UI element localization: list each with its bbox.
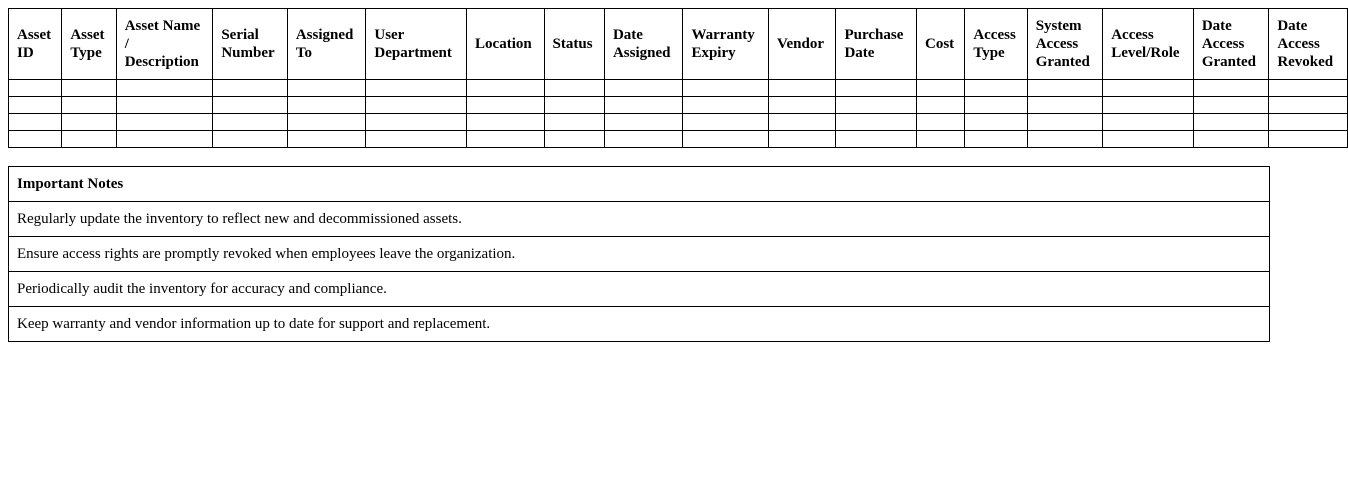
table-cell — [1269, 131, 1348, 148]
table-row — [9, 114, 1348, 131]
column-header-date-access-granted: Date Access Granted — [1193, 9, 1269, 80]
table-cell — [116, 131, 213, 148]
table-cell — [467, 131, 545, 148]
column-header-purchase-date: Purchase Date — [836, 9, 917, 80]
column-header-asset-name: Asset Name / Description — [116, 9, 213, 80]
note-text: Periodically audit the inventory for accuracy and compliance. — [9, 272, 1270, 307]
column-header-location: Location — [467, 9, 545, 80]
table-cell — [965, 80, 1027, 97]
table-cell — [604, 80, 683, 97]
table-cell — [9, 97, 62, 114]
table-cell — [1193, 80, 1269, 97]
table-cell — [62, 131, 116, 148]
column-header-asset-type: Asset Type — [62, 9, 116, 80]
table-row — [9, 97, 1348, 114]
table-cell — [1269, 97, 1348, 114]
table-cell — [769, 114, 836, 131]
table-cell — [917, 97, 965, 114]
table-cell — [62, 114, 116, 131]
table-cell — [1027, 97, 1103, 114]
table-cell — [467, 97, 545, 114]
table-cell — [9, 131, 62, 148]
list-item — [9, 202, 1270, 237]
table-cell — [965, 97, 1027, 114]
table-cell — [287, 131, 366, 148]
table-cell — [769, 131, 836, 148]
table-cell — [683, 97, 769, 114]
table-cell — [9, 80, 62, 97]
table-cell — [544, 97, 604, 114]
inventory-table-container — [8, 8, 1334, 148]
table-cell — [917, 80, 965, 97]
column-header-asset-id: Asset ID — [9, 9, 62, 80]
table-cell — [9, 114, 62, 131]
table-cell — [544, 114, 604, 131]
table-cell — [965, 131, 1027, 148]
table-cell — [769, 80, 836, 97]
column-header-access-type: Access Type — [965, 9, 1027, 80]
table-cell — [1193, 131, 1269, 148]
column-header-cost: Cost — [917, 9, 965, 80]
table-cell — [604, 114, 683, 131]
table-cell — [1269, 80, 1348, 97]
table-cell — [1193, 97, 1269, 114]
table-cell — [1103, 114, 1194, 131]
table-cell — [769, 97, 836, 114]
column-header-warranty-expiry: Warranty Expiry — [683, 9, 769, 80]
table-cell — [836, 97, 917, 114]
table-cell — [683, 80, 769, 97]
table-cell — [544, 80, 604, 97]
list-item — [9, 307, 1270, 342]
table-cell — [1027, 114, 1103, 131]
table-cell — [287, 80, 366, 97]
table-row — [9, 80, 1348, 97]
table-cell — [213, 80, 288, 97]
table-cell — [836, 114, 917, 131]
table-cell — [1027, 131, 1103, 148]
table-cell — [366, 131, 467, 148]
table-cell — [604, 97, 683, 114]
column-header-serial-number: Serial Number — [213, 9, 288, 80]
column-header-assigned-to: Assigned To — [287, 9, 366, 80]
column-header-system-access-granted: System Access Granted — [1027, 9, 1103, 80]
table-cell — [62, 97, 116, 114]
table-cell — [287, 97, 366, 114]
column-header-access-level-role: Access Level/Role — [1103, 9, 1194, 80]
note-text: Regularly update the inventory to reflect new and decommissioned assets. — [9, 202, 1270, 237]
table-cell — [604, 131, 683, 148]
column-header-status: Status — [544, 9, 604, 80]
important-notes-table — [8, 166, 1270, 342]
table-cell — [836, 131, 917, 148]
table-cell — [62, 80, 116, 97]
notes-title-row — [9, 167, 1270, 202]
table-cell — [116, 97, 213, 114]
table-cell — [366, 97, 467, 114]
table-cell — [366, 114, 467, 131]
table-row — [9, 131, 1348, 148]
table-cell — [917, 114, 965, 131]
table-cell — [683, 131, 769, 148]
header-row — [9, 9, 1348, 80]
column-header-vendor: Vendor — [769, 9, 836, 80]
column-header-user-department: User Department — [366, 9, 467, 80]
table-cell — [683, 114, 769, 131]
table-cell — [1103, 97, 1194, 114]
table-cell — [1269, 114, 1348, 131]
table-cell — [1103, 80, 1194, 97]
table-cell — [467, 80, 545, 97]
table-cell — [213, 131, 288, 148]
list-item — [9, 272, 1270, 307]
note-text: Keep warranty and vendor information up to date for support and replacement. — [9, 307, 1270, 342]
column-header-date-assigned: Date Assigned — [604, 9, 683, 80]
table-cell — [1193, 114, 1269, 131]
table-cell — [1103, 131, 1194, 148]
table-cell — [965, 114, 1027, 131]
column-header-date-access-revoked: Date Access Revoked — [1269, 9, 1348, 80]
table-cell — [917, 131, 965, 148]
table-cell — [213, 97, 288, 114]
table-cell — [287, 114, 366, 131]
notes-title: Important Notes — [9, 167, 1270, 202]
note-text: Ensure access rights are promptly revoked when employees leave the organization. — [9, 237, 1270, 272]
table-cell — [1027, 80, 1103, 97]
table-cell — [116, 80, 213, 97]
inventory-table — [8, 8, 1348, 148]
table-cell — [116, 114, 213, 131]
table-cell — [213, 114, 288, 131]
table-cell — [836, 80, 917, 97]
table-cell — [467, 114, 545, 131]
list-item — [9, 237, 1270, 272]
table-cell — [366, 80, 467, 97]
table-cell — [544, 131, 604, 148]
